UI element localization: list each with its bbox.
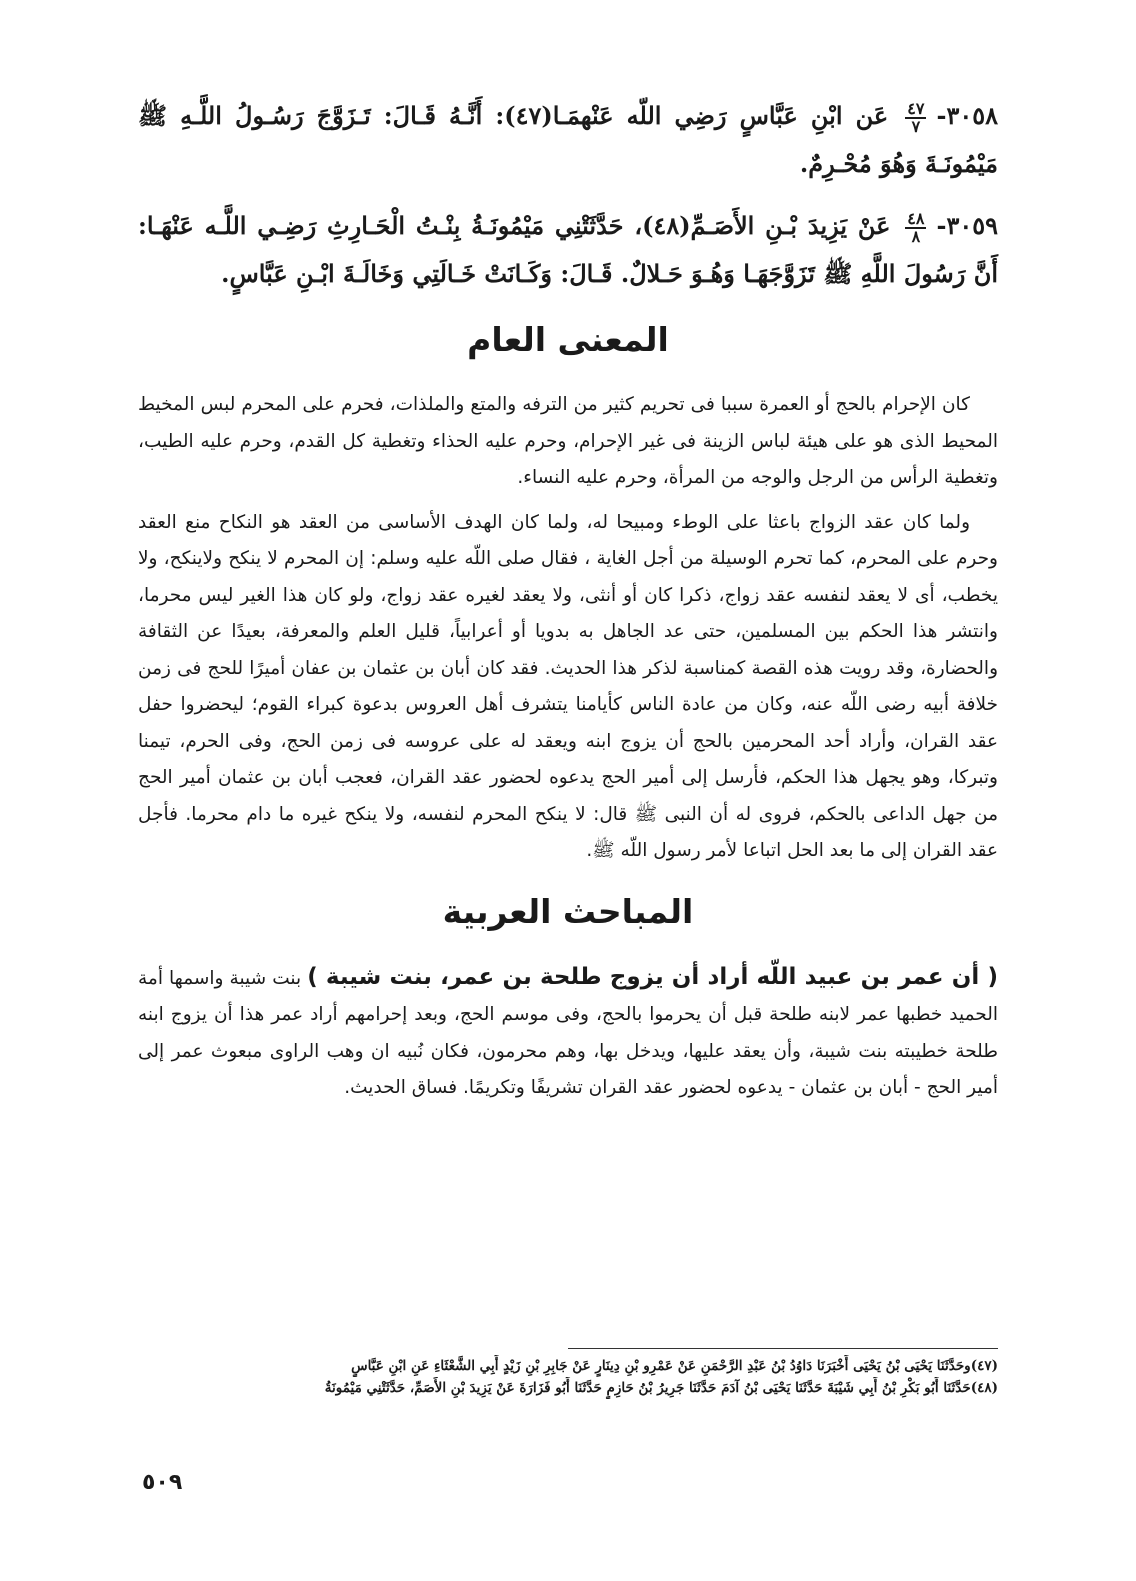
hadith-3059 [138,202,998,298]
hadith-fraction: $\frac{٤٧}{٧}$ [907,98,925,136]
paragraph: كان الإحرام بالحج أو العمرة سببا فى تحريم كثير من الترفه والمتع والملذات، فحرم على المحرم لبس المخيط المحيط الذى هو على هيئة لباس الزينة فى غير الإحرام، وحرم عليه الحذاء وتغطية كل القدم، وحرم عليه الطيب، وتغطية الرأس من الرجل والوجه من المرأة، وحرم عليه النساء. [138,394,998,488]
paragraph [138,959,998,1107]
footnotes [138,1348,998,1399]
hadith-number: ٣٠٥٨- [936,101,999,130]
hadith-3058 [138,92,998,188]
paragraph: ولما كان عقد الزواج باعثا على الوطء ومبيحا له، ولما كان الهدف الأساسى من العقد هو النكاح منع العقد وحرم على المحرم، كما تحرم الوسيلة من أجل الغاية ، فقال صلى اللّه عليه وسلم: إن المحرم لا ينكح ولاينكح، ولا يخطب، أى لا يعقد لنفسه عقد زواج، ذكرا كان أو أنثى، ولا يعقد لغيره عقد زواج، ولو كان هذا الغير ليس محرما، وانتشر هذا الحكم بين المسلمين، حتى عد الجاهل به بدويا أو أعرابياً، قليل العلم والمعرفة، بعيدًا عن الثقافة والحضارة، وقد رويت هذه القصة كمناسبة لذكر هذا الحديث. فقد كان أبان بن عثمان بن عفان أميرًا للحج فى زمن خلافة أبيه رضى اللّه عنه، وكان من عادة الناس كأيامنا يتشرف أهل العروس بدعوة كبراء القوم؛ ليحضروا حفل عقد القران، وأراد أحد المحرمين بالحج أن يزوج ابنه ويعقد له على عروسه فى زمن الحج، وفى الحرم، تيمنا وتبركا، وهو يجهل هذا الحكم، فأرسل إلى أمير الحج يدعوه لحضور عقد القران، فعجب أبان بن عثمان أمير الحج من جهل الداعى بالحكم، فروى له أن النبى ﷺ قال: لا ينكح المحرم لنفسه، ولا ينكح غيره ما دام محرما. فأجل عقد القران إلى ما بعد الحل اتباعا لأمر رسول اللّه ﷺ. [138,511,998,861]
paragraph-text: بنت شيبة واسمها أمة الحميد خطبها عمر لابنه طلحة قبل أن يحرموا بالحج، وفى موسم الحج، وبعد إحرامهم أراد عمر هذا أن يزوج ابنه طلحة خطيبته بنت شيبة، وأن يعقد عليها، ويدخل بها، وهم محرمون، فكان نُبيه ان وهب الراوى مبعوث عمر إلى أمير الحج - أبان بن عثمان - يدعوه لحضور عقد القران تشريفًا وتكريمًا. فساق الحديث. [138,967,998,1098]
hadith-text: عَنْ يَزِيدَ بْـنِ الأَصَـمِّ(٤٨)، حَدَّثَتْنِي مَيْمُونَـةُ بِنْـتُ الْحَـارِثِ رَضِـي اللَّـه عَنْهَـا: أَنَّ رَسُولَ اللَّهِ ﷺ تَزَوَّجَهَـا وَهُـوَ حَـلالٌ. قَـالَ: وَكَـانَتْ خَـالَتِي وَخَالَـةَ ابْـنِ عَبَّاسٍ. [138,211,998,288]
hadith-number: ٣٠٥٩- [936,211,998,240]
footnote-47: (٤٧)وحَدَّثَنَا يَحْيَى بْنُ يَحْيَى أَخْبَرَنَا دَاوُدُ بْنُ عَبْدِ الرَّحْمَنِ عَنْ عَمْرِو بْنِ دِينَارٍ عَنْ جَابِرِ بْنِ زَيْدٍ أَبِي الشَّعْثَاءِ عَنِ ابْنِ عَبَّاسٍ [351,1358,998,1374]
page-body [138,92,998,1115]
footnote-divider [568,1348,998,1349]
quoted-phrase: ( أن عمر بن عبيد اللّه أراد أن يزوج طلحة بن عمر، بنت شيبة ) [307,963,998,990]
hadith-text: عَن ابْنِ عَبَّاسٍ رَضِي اللّه عَنْهمَـا(٤٧): أَنَّـهُ قَـالَ: تَـزَوَّجَ رَسُـولُ اللَّـهِ ﷺ مَيْمُونَـةَ وَهُوَ مُحْـرِمٌ. [138,101,998,178]
footnote-48: (٤٨)حَدَّثَنَا أَبُو بَكْرِ بْنُ أَبِي شَيْبَةَ حَدَّثَنَا يَحْيَى بْنُ آدَمَ حَدَّثَنَا جَرِيرُ بْنُ حَازِمٍ حَدَّثَنَا أَبُو فَزَارَةَ عَنْ يَزِيدَ بْنِ الأَصَمِّ، حَدَّثَتْنِي مَيْمُونَةُ [324,1380,998,1396]
hadith-fraction: $\frac{٤٨}{٨}$ [907,208,925,246]
section-heading-arabic-studies: المباحث العربية [442,891,694,931]
page-number: ٥٠٩ [142,1470,183,1495]
section-heading-general-meaning: المعنى العام [467,320,669,359]
